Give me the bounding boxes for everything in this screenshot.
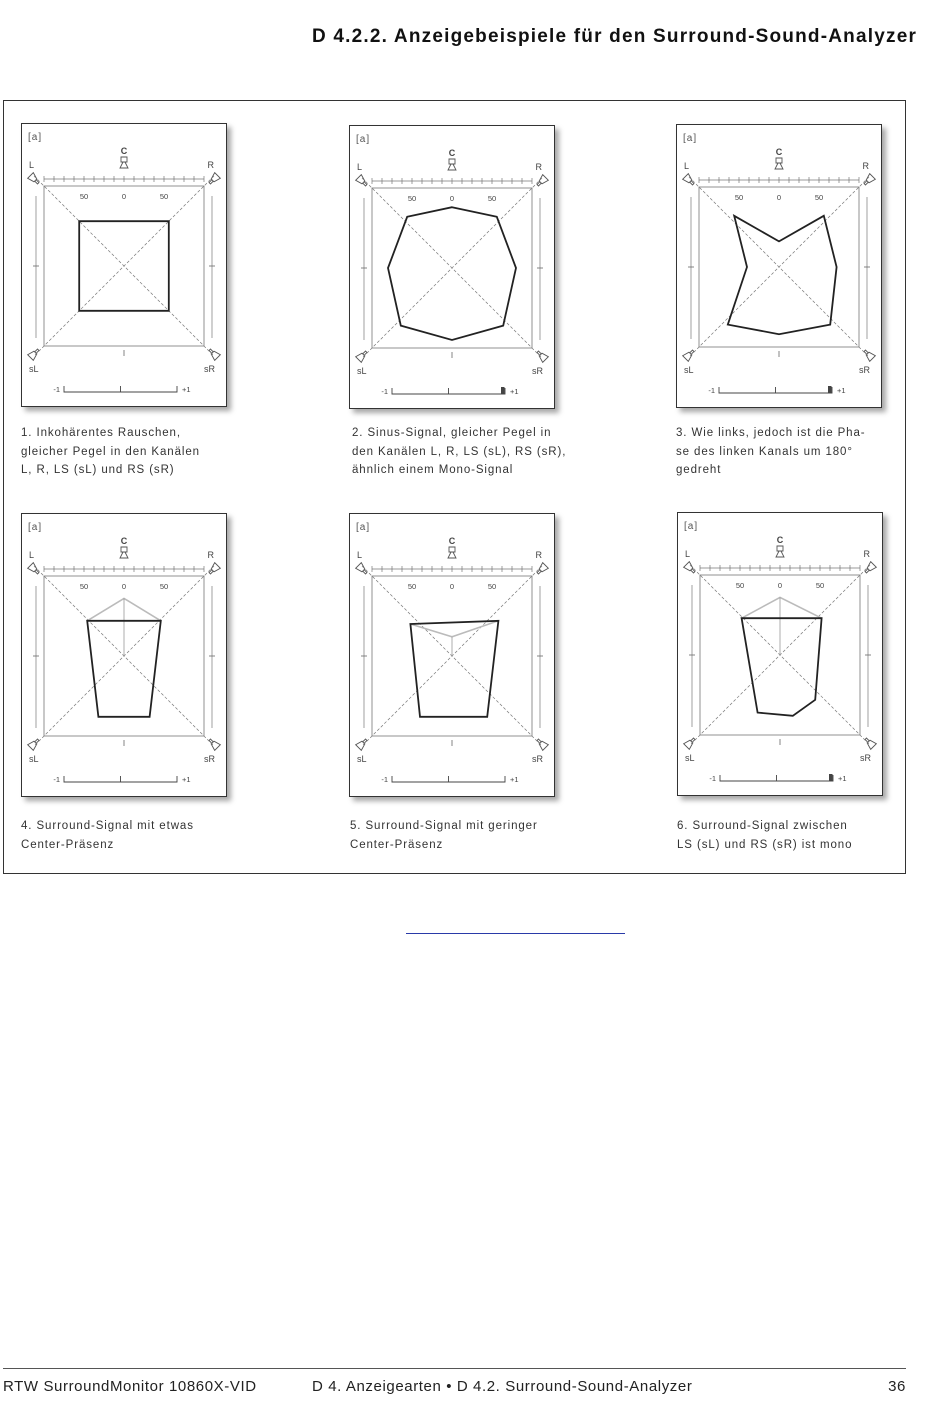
surround-right-label: sR (532, 366, 543, 376)
surround-right-label: sR (204, 754, 215, 764)
speaker-icon (28, 173, 41, 186)
speaker-icon (863, 736, 876, 749)
mode-label: [a] (28, 522, 43, 533)
surround-left-label: sL (357, 754, 367, 764)
scale-label: 0 (449, 194, 455, 203)
speaker-icon (535, 737, 548, 750)
scale-label: 0 (121, 192, 127, 201)
scale-label: 50 (159, 582, 169, 591)
speaker-icon (207, 173, 220, 186)
center-label: C (448, 536, 456, 546)
speaker-icon (862, 348, 875, 361)
left-label: L (685, 549, 691, 559)
speaker-icon (683, 174, 696, 187)
analyzer-panel-1 (21, 123, 227, 407)
left-label: L (29, 550, 35, 560)
ghost-trace (742, 597, 822, 618)
footer-product: RTW SurroundMonitor 10860X-VID (3, 1378, 257, 1395)
speaker-icon (775, 158, 783, 169)
center-label: C (120, 146, 128, 156)
speaker-icon (535, 563, 548, 576)
speaker-icon (120, 157, 128, 168)
center-label: C (776, 535, 784, 545)
analyzer-display (22, 124, 226, 406)
right-label: R (863, 549, 870, 559)
footer-rule (3, 1368, 906, 1369)
speaker-icon (28, 347, 41, 360)
signal-shape (388, 207, 516, 340)
right-label: R (535, 550, 542, 560)
center-label: C (775, 147, 783, 157)
left-label: L (357, 162, 363, 172)
mode-label: [a] (684, 521, 699, 532)
meter-max-label: +1 (182, 385, 191, 394)
analyzer-panel-2 (349, 125, 555, 409)
caption-2: 2. Sinus-Signal, gleicher Pegel in den Kanälen L, R, LS (sL), RS (sR), ähnlich einem Mono-Signal (352, 427, 567, 476)
page-title: D 4.2.2. Anzeigebeispiele für den Surround-Sound-Analyzer (312, 26, 918, 47)
meter-min-label: -1 (53, 775, 60, 784)
meter-max-label: +1 (510, 775, 519, 784)
surround-right-label: sR (532, 754, 543, 764)
caption-3: 3. Wie links, jedoch ist die Pha- se des linken Kanals um 180° gedreht (676, 427, 866, 476)
speaker-icon (863, 562, 876, 575)
scale-label: 50 (159, 192, 169, 201)
meter-max-label: +1 (182, 775, 191, 784)
left-label: L (357, 550, 363, 560)
right-label: R (535, 162, 542, 172)
analyzer-panel-4 (21, 513, 227, 797)
scale-label: 50 (407, 582, 417, 591)
surround-left-label: sL (357, 366, 367, 376)
meter-min-label: -1 (381, 387, 388, 396)
surround-right-label: sR (204, 364, 215, 374)
meter-min-label: -1 (709, 774, 716, 783)
scale-label: 50 (735, 581, 745, 590)
speaker-icon (862, 174, 875, 187)
scale-label: 0 (777, 581, 783, 590)
speaker-icon (776, 546, 784, 557)
analyzer-panel-3 (676, 124, 882, 408)
meter-max-label: +1 (838, 774, 847, 783)
speaker-icon (207, 563, 220, 576)
surround-left-label: sL (29, 754, 39, 764)
footer-section: D 4. Anzeigearten • D 4.2. Surround-Sound-Analyzer (312, 1378, 693, 1395)
analyzer-panel-5 (349, 513, 555, 797)
analyzer-display (350, 126, 554, 408)
meter-indicator (501, 387, 505, 394)
meter-indicator (829, 774, 833, 781)
mode-label: [a] (356, 522, 371, 533)
speaker-icon (683, 348, 696, 361)
speaker-icon (684, 562, 697, 575)
mode-label: [a] (356, 134, 371, 145)
meter-max-label: +1 (510, 387, 519, 396)
mode-label: [a] (28, 132, 43, 143)
caption-6: 6. Surround-Signal zwischen LS (sL) und RS (sR) ist mono (677, 820, 853, 851)
speaker-icon (207, 347, 220, 360)
scale-label: 50 (487, 194, 497, 203)
right-label: R (207, 550, 214, 560)
analyzer-display (22, 514, 226, 796)
surround-right-label: sR (859, 365, 870, 375)
scale-label: 50 (487, 582, 497, 591)
speaker-icon (120, 547, 128, 558)
link-underline[interactable] (406, 933, 625, 934)
scale-label: 50 (815, 581, 825, 590)
examples-frame (3, 100, 906, 874)
page-number: 36 (888, 1378, 906, 1395)
meter-indicator (828, 386, 832, 393)
scale-label: 50 (79, 192, 89, 201)
left-label: L (29, 160, 35, 170)
signal-shape (728, 216, 837, 334)
center-label: C (448, 148, 456, 158)
scale-label: 50 (814, 193, 824, 202)
right-label: R (862, 161, 869, 171)
speaker-icon (535, 175, 548, 188)
scale-label: 0 (449, 582, 455, 591)
scale-label: 0 (121, 582, 127, 591)
speaker-icon (448, 159, 456, 170)
analyzer-display (350, 514, 554, 796)
speaker-icon (448, 547, 456, 558)
speaker-icon (356, 563, 369, 576)
scale-label: 50 (79, 582, 89, 591)
meter-min-label: -1 (708, 386, 715, 395)
surround-right-label: sR (860, 753, 871, 763)
center-label: C (120, 536, 128, 546)
speaker-icon (207, 737, 220, 750)
analyzer-display (677, 125, 881, 407)
speaker-icon (684, 736, 697, 749)
scale-label: 50 (407, 194, 417, 203)
scale-label: 0 (776, 193, 782, 202)
speaker-icon (28, 737, 41, 750)
surround-left-label: sL (685, 753, 695, 763)
analyzer-panel-6 (677, 512, 883, 796)
right-label: R (207, 160, 214, 170)
mode-label: [a] (683, 133, 698, 144)
speaker-icon (356, 349, 369, 362)
surround-left-label: sL (29, 364, 39, 374)
caption-4: 4. Surround-Signal mit etwas Center-Präsenz (21, 820, 194, 851)
meter-max-label: +1 (837, 386, 846, 395)
speaker-icon (28, 563, 41, 576)
meter-min-label: -1 (381, 775, 388, 784)
speaker-icon (356, 175, 369, 188)
left-label: L (684, 161, 690, 171)
analyzer-display (678, 513, 882, 795)
speaker-icon (535, 349, 548, 362)
meter-min-label: -1 (53, 385, 60, 394)
scale-label: 50 (734, 193, 744, 202)
signal-shape (742, 618, 822, 716)
speaker-icon (356, 737, 369, 750)
caption-1: 1. Inkohärentes Rauschen, gleicher Pegel in den Kanälen L, R, LS (sL) und RS (sR) (21, 427, 200, 476)
surround-left-label: sL (684, 365, 694, 375)
caption-5: 5. Surround-Signal mit geringer Center-Präsenz (350, 820, 538, 851)
